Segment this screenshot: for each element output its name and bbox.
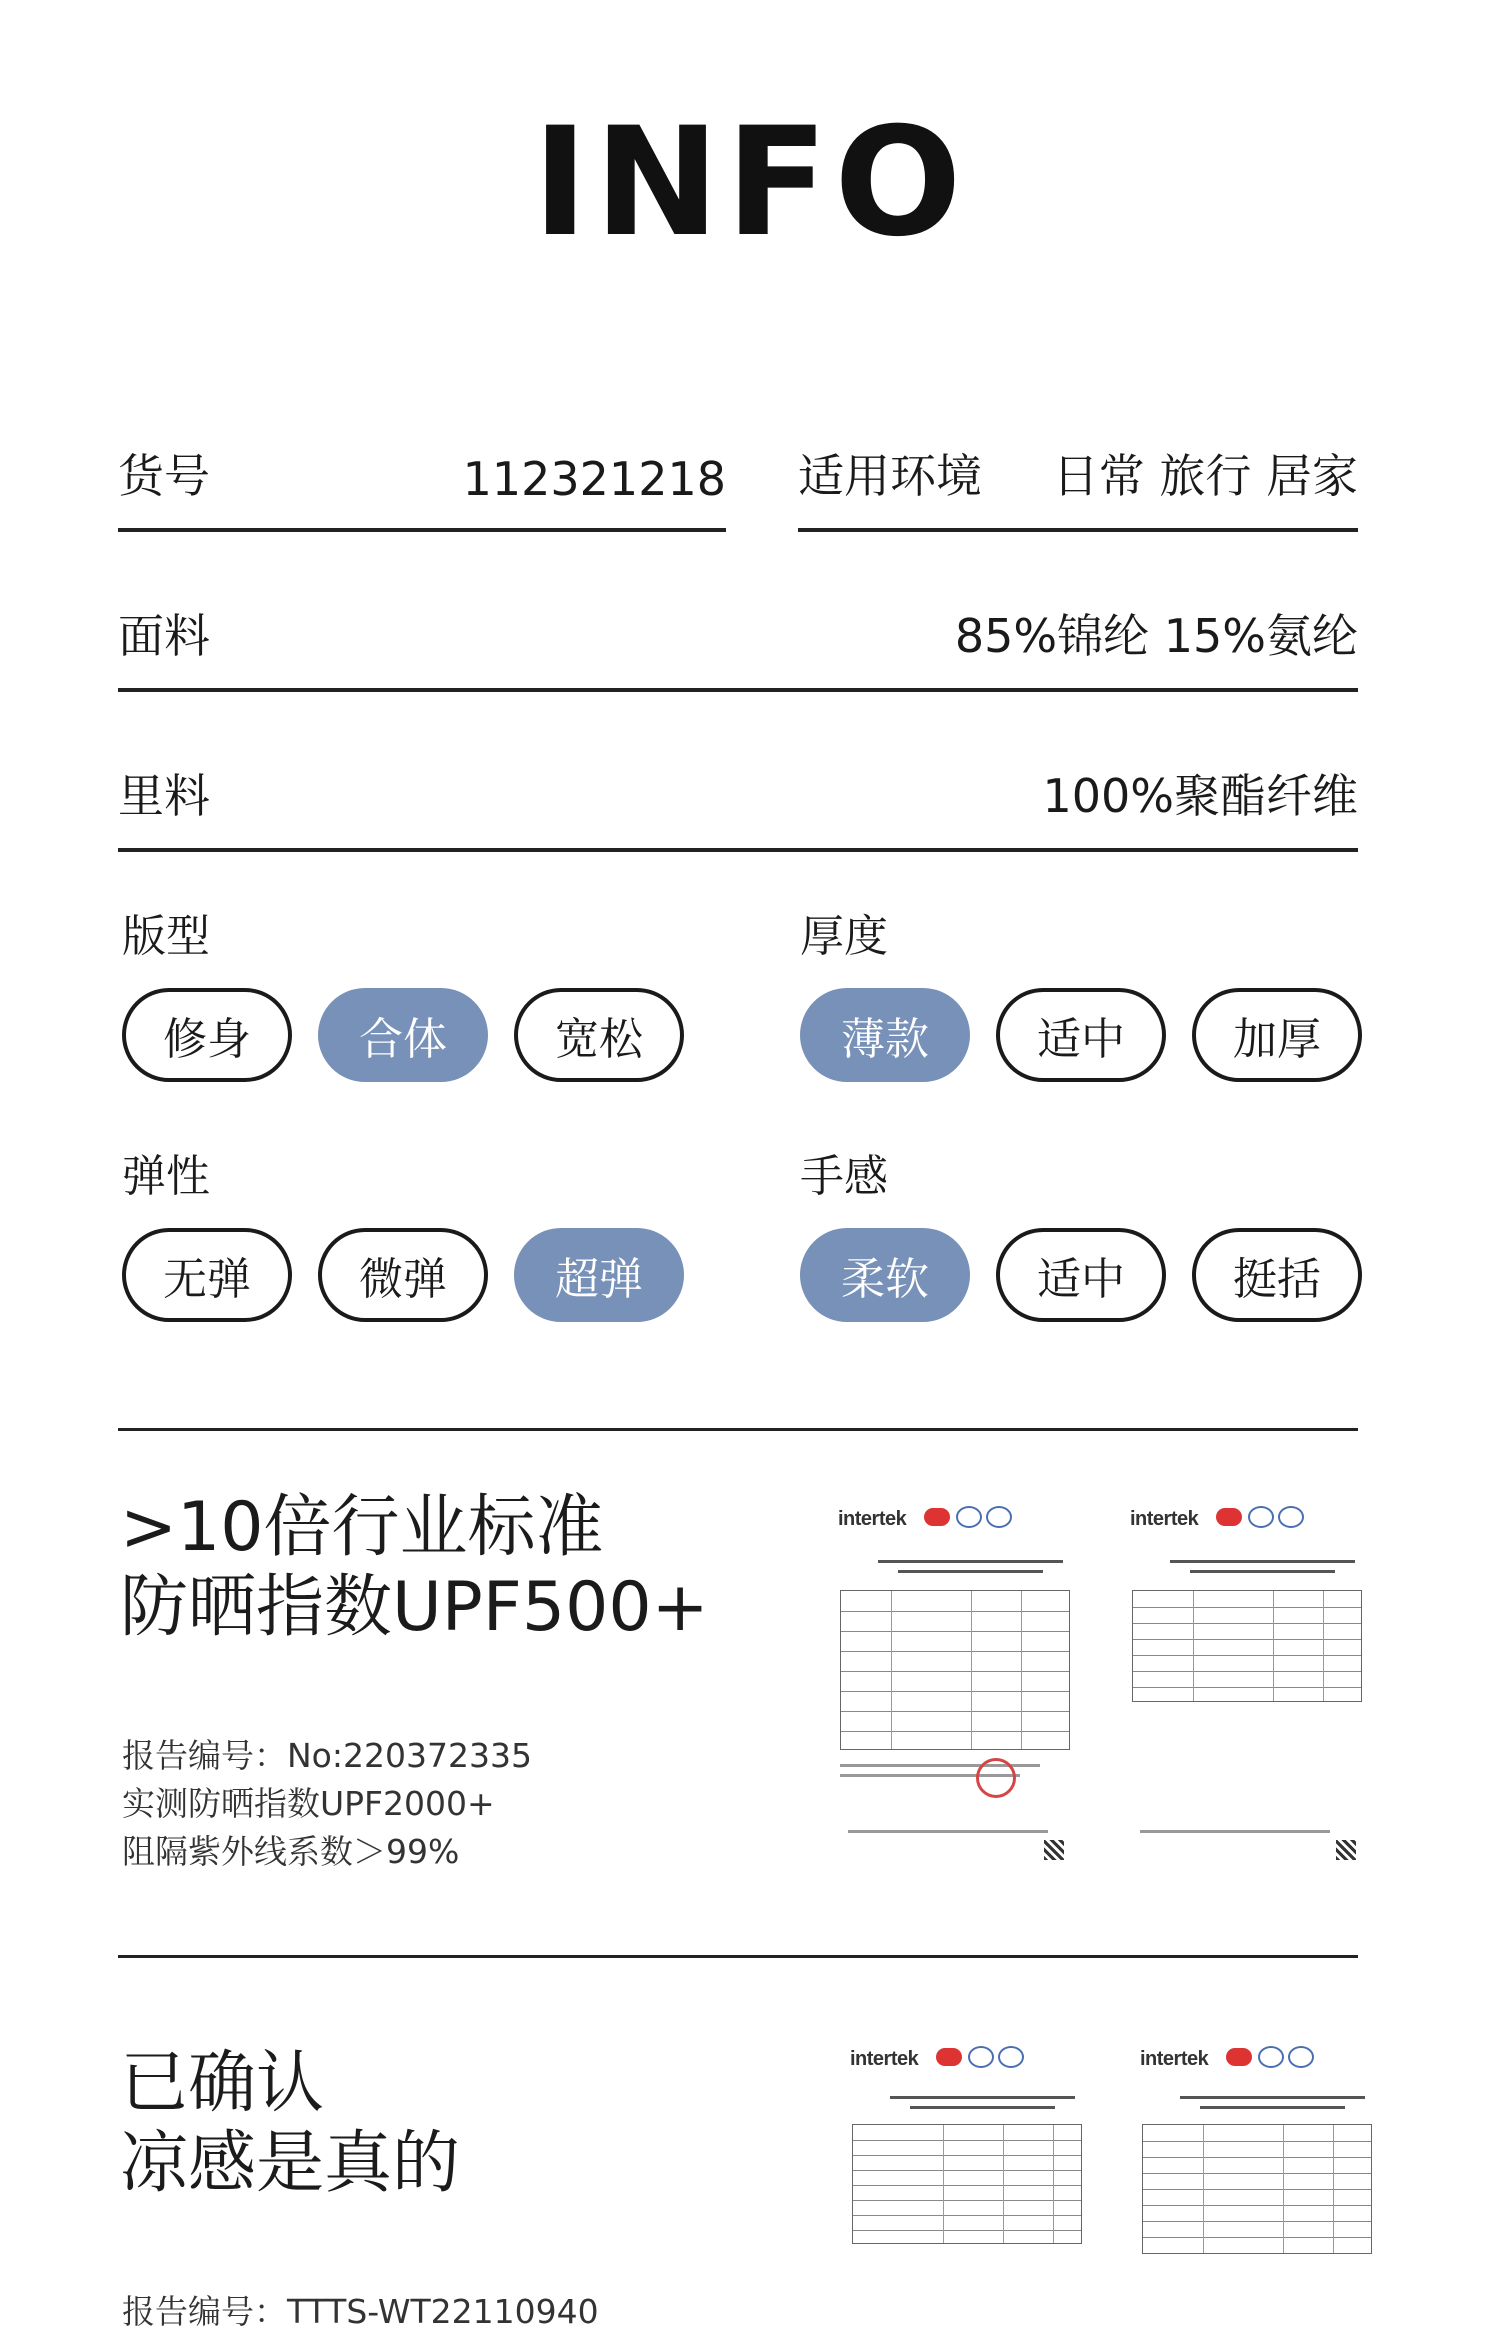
cert-mark-icon xyxy=(1258,2046,1284,2068)
option-pill[interactable]: 超弹 xyxy=(514,1228,684,1322)
intertek-logo: intertek xyxy=(850,2048,919,2070)
test-report-image xyxy=(1120,1500,1375,1872)
option-pill[interactable]: 柔软 xyxy=(800,1228,970,1322)
qr-icon xyxy=(1336,1840,1356,1860)
spec-label: 适用环境 xyxy=(798,449,982,503)
option-pill[interactable]: 无弹 xyxy=(122,1228,292,1322)
cert-mark-icon xyxy=(1248,1506,1274,1528)
cnas-mark-icon xyxy=(1278,1506,1304,1528)
test-report-image xyxy=(828,1500,1083,1872)
ma-mark-icon xyxy=(924,1508,950,1526)
hand-feel-options xyxy=(800,1228,1362,1322)
spec-value: 112321218 xyxy=(462,452,726,506)
spec-label: 货号 xyxy=(118,449,210,503)
option-pill[interactable]: 宽松 xyxy=(514,988,684,1082)
qr-icon xyxy=(1044,1840,1064,1860)
test-report-image xyxy=(840,2040,1095,2272)
cert-mark-icon xyxy=(968,2046,994,2068)
spec-row-fabric xyxy=(118,600,1358,692)
cooling-report-no: 报告编号：TTTS-WT22110940 xyxy=(122,2292,599,2331)
spec-label: 面料 xyxy=(118,609,210,663)
cnas-mark-icon xyxy=(1288,2046,1314,2068)
thickness-label: 厚度 xyxy=(800,911,888,962)
option-pill[interactable]: 适中 xyxy=(996,1228,1166,1322)
intertek-logo: intertek xyxy=(1130,1508,1199,1530)
cnas-mark-icon xyxy=(998,2046,1024,2068)
option-pill[interactable]: 合体 xyxy=(318,988,488,1082)
thickness-options xyxy=(800,988,1362,1082)
ma-mark-icon xyxy=(1226,2048,1252,2066)
option-pill[interactable]: 挺括 xyxy=(1192,1228,1362,1322)
hand-feel-label: 手感 xyxy=(800,1151,888,1202)
intertek-logo: intertek xyxy=(1140,2048,1209,2070)
page-title: INFO xyxy=(532,96,968,270)
upf-uv-block: 阻隔紫外线系数＞99% xyxy=(122,1832,460,1871)
option-pill[interactable]: 修身 xyxy=(122,988,292,1082)
cooling-headline-2: 凉感是真的 xyxy=(120,2124,461,2203)
ma-mark-icon xyxy=(1216,1508,1242,1526)
intertek-logo: intertek xyxy=(838,1508,907,1530)
spec-value: 100%聚酯纤维 xyxy=(1042,769,1358,823)
seal-icon xyxy=(976,1758,1016,1798)
upf-measured: 实测防晒指数UPF2000+ xyxy=(122,1784,495,1823)
cert-mark-icon xyxy=(956,1506,982,1528)
test-report-image xyxy=(1130,2040,1385,2272)
upf-report-no: 报告编号：No:220372335 xyxy=(122,1736,532,1775)
spec-row-environment xyxy=(798,440,1358,532)
option-pill[interactable]: 适中 xyxy=(996,988,1166,1082)
ma-mark-icon xyxy=(936,2048,962,2066)
upf-headline-2: 防晒指数UPF500+ xyxy=(120,1568,709,1647)
fit-options xyxy=(122,988,684,1082)
option-pill[interactable]: 加厚 xyxy=(1192,988,1362,1082)
option-pill[interactable]: 薄款 xyxy=(800,988,970,1082)
fit-label: 版型 xyxy=(122,911,210,962)
spec-row-item-no xyxy=(118,440,726,532)
elasticity-label: 弹性 xyxy=(122,1151,210,1202)
cnas-mark-icon xyxy=(986,1506,1012,1528)
cooling-headline-1: 已确认 xyxy=(120,2044,325,2123)
spec-value: 85%锦纶 15%氨纶 xyxy=(954,609,1358,663)
divider xyxy=(118,1955,1358,1958)
divider xyxy=(118,1428,1358,1431)
spec-value: 日常 旅行 居家 xyxy=(1052,449,1358,503)
option-pill[interactable]: 微弹 xyxy=(318,1228,488,1322)
elasticity-options xyxy=(122,1228,684,1322)
upf-headline-1: >10倍行业标准 xyxy=(120,1488,604,1567)
spec-row-lining xyxy=(118,760,1358,852)
spec-label: 里料 xyxy=(118,769,210,823)
